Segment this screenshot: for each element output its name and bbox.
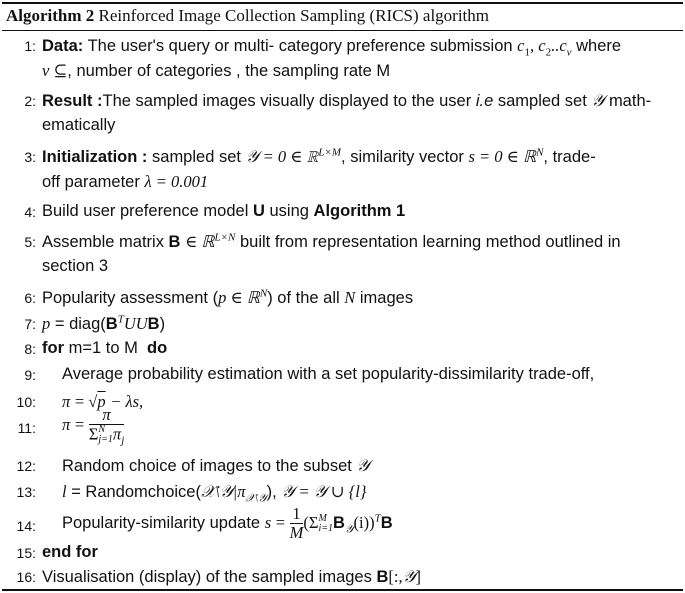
algorithm-line-9: Average probability estimation with a set popularity-dissimilarity trade-off, (62, 365, 595, 383)
algorithm-line-4: Build user preference model U using Algorithm 1 (42, 202, 406, 220)
algorithm-name: Reinforced Image Collection Sampling (RICS) algorithm (98, 6, 489, 25)
line-number: 6: (24, 290, 36, 306)
fraction: π Σ N j=1 $\pi_j$ (88, 405, 125, 447)
algorithm-line-8: for m=1 to M do (42, 339, 168, 357)
algorithm-line-5-cont: section 3 (42, 257, 109, 275)
bottom-rule (2, 589, 683, 591)
line-number: 2: (24, 93, 36, 109)
line-number: 8: (24, 341, 36, 357)
line-number: 12: (16, 458, 36, 474)
algorithm-label: Algorithm 2 (6, 6, 95, 25)
algorithm-line-1: Data: The user's query or multi- category preference submission $c_1$, $c_2..c_v$ where (42, 36, 622, 59)
algorithm-line-5: Assemble matrix B ∈ ℝ$^{L\times N}$ built from representation learning method outlined in (42, 231, 621, 251)
line-number: 11: (17, 420, 36, 436)
algorithm-line-12: Random choice of images to the subset 𝒴 (62, 456, 370, 475)
algorithm-line-2-cont: ematically (42, 116, 116, 134)
title-rule (2, 30, 683, 31)
line-number: 16: (16, 569, 36, 585)
line-number: 3: (24, 149, 36, 165)
algorithm-line-2: Result :The sampled images visually displayed to the user i.e sampled set 𝒴 math- (42, 91, 652, 110)
line-number: 13: (16, 484, 36, 500)
algorithm-line-3-cont: off parameter λ = 0.001 (42, 172, 209, 191)
algorithm-line-11: π = π Σ N j=1 $\pi_j$ (62, 405, 125, 447)
line-number: 14: (16, 518, 36, 534)
algorithm-line-7: $p = diag(B^TUUB)$ (42, 313, 166, 333)
algorithm-line-13: $l = Randomchoice(𝒳\backslash 𝒴|\pi_{𝒳\backslash 𝒴})$, 𝒴 = 𝒴 ∪ {l} (62, 482, 367, 505)
algorithm-line-16: Visualisation (display) of the sampled images B[:,𝒴] (42, 567, 422, 586)
fraction: $\frac{1}{M}$ (289, 504, 304, 543)
algorithm-line-10: π = √p − λs, (62, 392, 144, 411)
algorithm-line-14: Popularity-similarity update s = $\frac{1}{M}$ (Σ M i=1 $B_𝒴(i))^TB$ (62, 504, 393, 543)
line-number: 4: (24, 204, 36, 220)
line-number: 1: (24, 38, 36, 54)
algorithm-line-3: Initialization : sampled set 𝒴 = 0 ∈ ℝ$^{L\times M}$, similarity vector s = 0 ∈ ℝ$^N$, trade- (42, 146, 596, 166)
line-number: 15: (16, 545, 36, 561)
line-number: 9: (24, 367, 36, 383)
algorithm-line-1-cont: v ⊆, number of categories , the sampling rate M (42, 61, 391, 80)
line-number: 5: (24, 234, 36, 250)
line-number: 7: (24, 316, 36, 332)
algorithm-line-15: end for (42, 543, 98, 561)
line-number: 10: (16, 394, 36, 410)
algorithm-title (6, 5, 489, 27)
top-rule (2, 2, 683, 4)
algorithm-line-6: Popularity assessment (p ∈ ℝ$^N$) of the all N images (42, 287, 414, 307)
